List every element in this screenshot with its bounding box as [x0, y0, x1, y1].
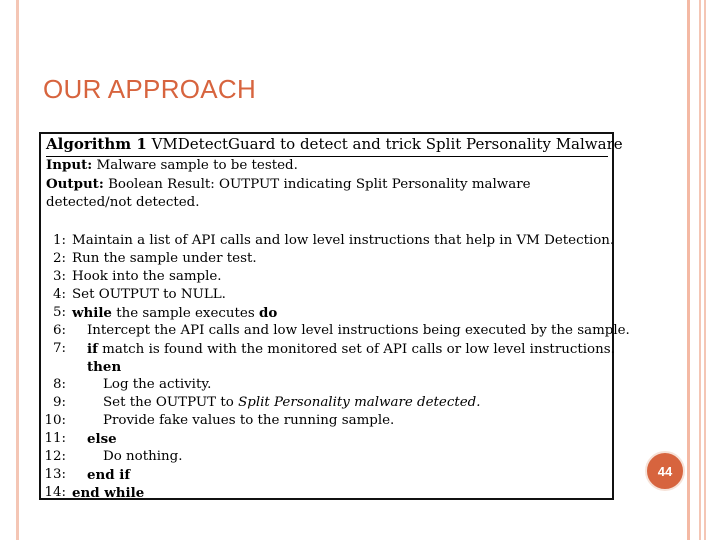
- step-line: [44, 250, 608, 268]
- step-number: 14:: [44, 485, 66, 500]
- algorithm-input: [46, 156, 608, 175]
- step-line: [44, 430, 608, 448]
- algorithm-box: [39, 132, 630, 501]
- step-number: 3:: [52, 269, 66, 284]
- step-number: 13:: [44, 467, 66, 482]
- input-text: Malware sample to be tested.: [96, 158, 298, 173]
- step-number: 7:: [52, 341, 66, 356]
- keyword: then: [87, 359, 122, 375]
- algorithm-output: [46, 175, 608, 212]
- step-line: [44, 376, 608, 394]
- step-text: Do nothing.: [103, 449, 183, 464]
- step-line: [44, 304, 608, 322]
- step-line: [44, 322, 630, 340]
- step-line: [44, 358, 608, 376]
- right-decorative-line: [704, 0, 706, 540]
- step-text: Set OUTPUT to NULL.: [72, 287, 226, 302]
- input-label: Input:: [46, 157, 93, 173]
- algorithm-steps: [44, 232, 630, 502]
- step-number: 12:: [44, 449, 66, 464]
- step-number: 2:: [52, 251, 66, 266]
- right-decorative-line: [699, 0, 701, 540]
- step-line: [44, 286, 608, 304]
- step-text: Provide fake values to the running sample.: [103, 413, 395, 428]
- step-number: 10:: [44, 413, 66, 428]
- step-number: 11:: [44, 431, 66, 446]
- step-line: [44, 268, 608, 286]
- step-line: [44, 412, 608, 430]
- step-body: Set the OUTPUT to: [103, 395, 234, 410]
- step-number: 6:: [52, 323, 66, 338]
- step-line: [44, 466, 608, 484]
- step-body: match is found with the monitored set of API calls or low level instructions.: [102, 342, 615, 357]
- step-text: Maintain a list of API calls and low level instructions that help in VM Detection.: [72, 233, 615, 248]
- step-text: [103, 394, 481, 412]
- slide-title: OUR APPROACH: [43, 74, 257, 104]
- step-text: [72, 304, 277, 323]
- output-label: Output:: [46, 176, 104, 192]
- page-number-badge: 44: [645, 451, 685, 491]
- step-line: [44, 484, 608, 502]
- keyword: else: [87, 431, 117, 447]
- algorithm-caption: [46, 134, 623, 157]
- step-number: 1:: [52, 233, 66, 248]
- step-text: Hook into the sample.: [72, 269, 222, 284]
- step-number: 8:: [52, 377, 66, 392]
- step-italic: Split Personality malware detected.: [238, 395, 481, 410]
- step-text: Run the sample under test.: [72, 251, 257, 266]
- keyword: end if: [87, 467, 131, 483]
- step-line: [44, 394, 608, 412]
- step-line: [44, 232, 615, 250]
- right-decorative-line: [687, 0, 690, 540]
- left-decorative-border: [0, 0, 19, 540]
- algorithm-io: [46, 156, 608, 212]
- step-text: [87, 340, 615, 359]
- keyword: while: [72, 305, 112, 321]
- step-line: [44, 448, 608, 466]
- step-number: 4:: [52, 287, 66, 302]
- keyword: if: [87, 341, 98, 357]
- step-text: Intercept the API calls and low level instructions being executed by the sample.: [87, 323, 630, 338]
- algorithm-caption-text: VMDetectGuard to detect and trick Split Personality Malware: [151, 135, 623, 153]
- step-line: [44, 340, 615, 358]
- step-body: the sample executes: [116, 306, 255, 321]
- step-number: 9:: [52, 395, 66, 410]
- step-number: 5:: [52, 305, 66, 320]
- algorithm-caption-label: Algorithm 1: [46, 135, 147, 153]
- keyword: end while: [72, 485, 145, 501]
- step-text: Log the activity.: [103, 377, 212, 392]
- keyword: do: [258, 305, 278, 321]
- output-text: Boolean Result: OUTPUT indicating Split Personality malware detected/not detected.: [46, 177, 531, 210]
